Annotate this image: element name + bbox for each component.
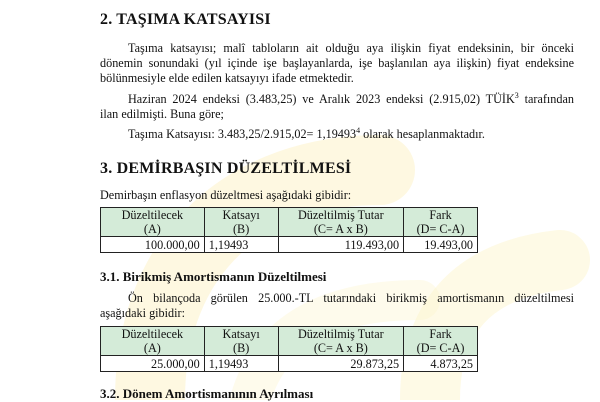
cell-duzeltilmis-tutar: 119.493,00 (278, 237, 404, 253)
formula-text-end: olarak hesaplanmaktadır. (360, 127, 485, 141)
cell-katsayi: 1,19493 (204, 356, 278, 372)
section-heading-demirbas: 3. DEMİRBAŞIN DÜZELTİLMESİ (100, 160, 352, 177)
header-sub: (B) (233, 222, 250, 236)
table-header-row (101, 208, 478, 237)
header-sub: (A) (143, 341, 161, 355)
paragraph-endeks (100, 92, 574, 122)
paragraph-line: ilan edilmişti. Buna göre; (100, 107, 224, 121)
header-sub: (A) (143, 222, 161, 236)
paragraph-line: Taşıma katsayısı; malî tabloların ait olduğu aya ilişkin fiyat endeksinin, bir önceki (128, 41, 574, 55)
paragraph-katsayi-formula (100, 127, 574, 142)
header-fark (404, 208, 478, 237)
cell-duzeltilmis-tutar: 29.873,25 (278, 356, 404, 372)
header-label: Düzeltilecek (121, 327, 184, 341)
section-heading-tasima-katsayisi: 2. TAŞIMA KATSAYISI (100, 11, 271, 28)
endeks-text: Haziran 2024 endeksi (3.483,25) ve Aralık 2023 endeksi (2.915,02) TÜİK (128, 92, 515, 106)
header-label: Katsayı (222, 208, 260, 222)
birikmis-intro (100, 291, 574, 321)
paragraph-line: bölünmesiyle elde edilen katsayıyı ifade etmektedir. (100, 71, 354, 85)
header-duzeltilmis-tutar (278, 208, 404, 237)
header-label: Fark (429, 208, 452, 222)
footnote-ref-4: 4 (356, 125, 361, 135)
header-sub: (C= A x B) (313, 341, 368, 355)
footnote-ref-3: 3 (514, 90, 519, 100)
header-label: Düzeltilmiş Tutar (298, 327, 384, 341)
paragraph-tasima-definition (100, 41, 574, 86)
formula-text: Taşıma Katsayısı: 3.483,25/2.915,02= 1,19493 (128, 127, 357, 141)
table-row (101, 356, 478, 372)
paragraph-line: aşağıdaki gibidir: (100, 306, 185, 320)
header-duzeltilecek (101, 208, 205, 237)
header-label: Düzeltilmiş Tutar (297, 208, 384, 222)
table-header-row (101, 327, 478, 356)
subsection-heading-birikmis: 3.1. Birikmiş Amortismanın Düzeltilmesi (100, 269, 327, 284)
header-sub: (D= C-A) (416, 222, 465, 236)
header-label: Fark (429, 327, 452, 341)
cell-fark: 4.873,25 (404, 356, 478, 372)
header-katsayi (204, 208, 278, 237)
cell-duzeltilecek: 25.000,00 (101, 356, 205, 372)
cell-duzeltilecek: 100.000,00 (101, 237, 205, 253)
demirbas-table (100, 207, 478, 253)
header-fark (404, 327, 478, 356)
paragraph-line: Ön bilançoda görülen 25.000.-TL tutarındaki birikmiş amortismanın düzeltilmesi (128, 291, 574, 305)
header-duzeltilecek (101, 327, 205, 356)
header-duzeltilmis-tutar (278, 327, 404, 356)
header-label: Düzeltilecek (121, 208, 184, 222)
header-sub: (C= A x B) (313, 222, 368, 236)
paragraph-line (100, 92, 574, 107)
paragraph-line: dönemin sonundaki (yıl içinde işe başlayanlarda, işe başlanılan aya ilişkin) fiyat endeksine (100, 56, 574, 70)
table-row (101, 237, 478, 253)
header-katsayi (204, 327, 278, 356)
birikmis-table (100, 326, 478, 372)
demirbas-intro: Demirbaşın enflasyon düzeltmesi aşağıdaki gibidir: (100, 188, 352, 202)
header-sub: (B) (233, 341, 250, 355)
header-label: Katsayı (222, 327, 260, 341)
header-sub: (D= C-A) (416, 341, 465, 355)
cell-fark: 19.493,00 (404, 237, 478, 253)
subsection-heading-donem-amortismani: 3.2. Dönem Amortismanının Ayrılması (100, 386, 314, 401)
cell-katsayi: 1,19493 (204, 237, 278, 253)
endeks-text-end: tarafından (518, 92, 574, 106)
